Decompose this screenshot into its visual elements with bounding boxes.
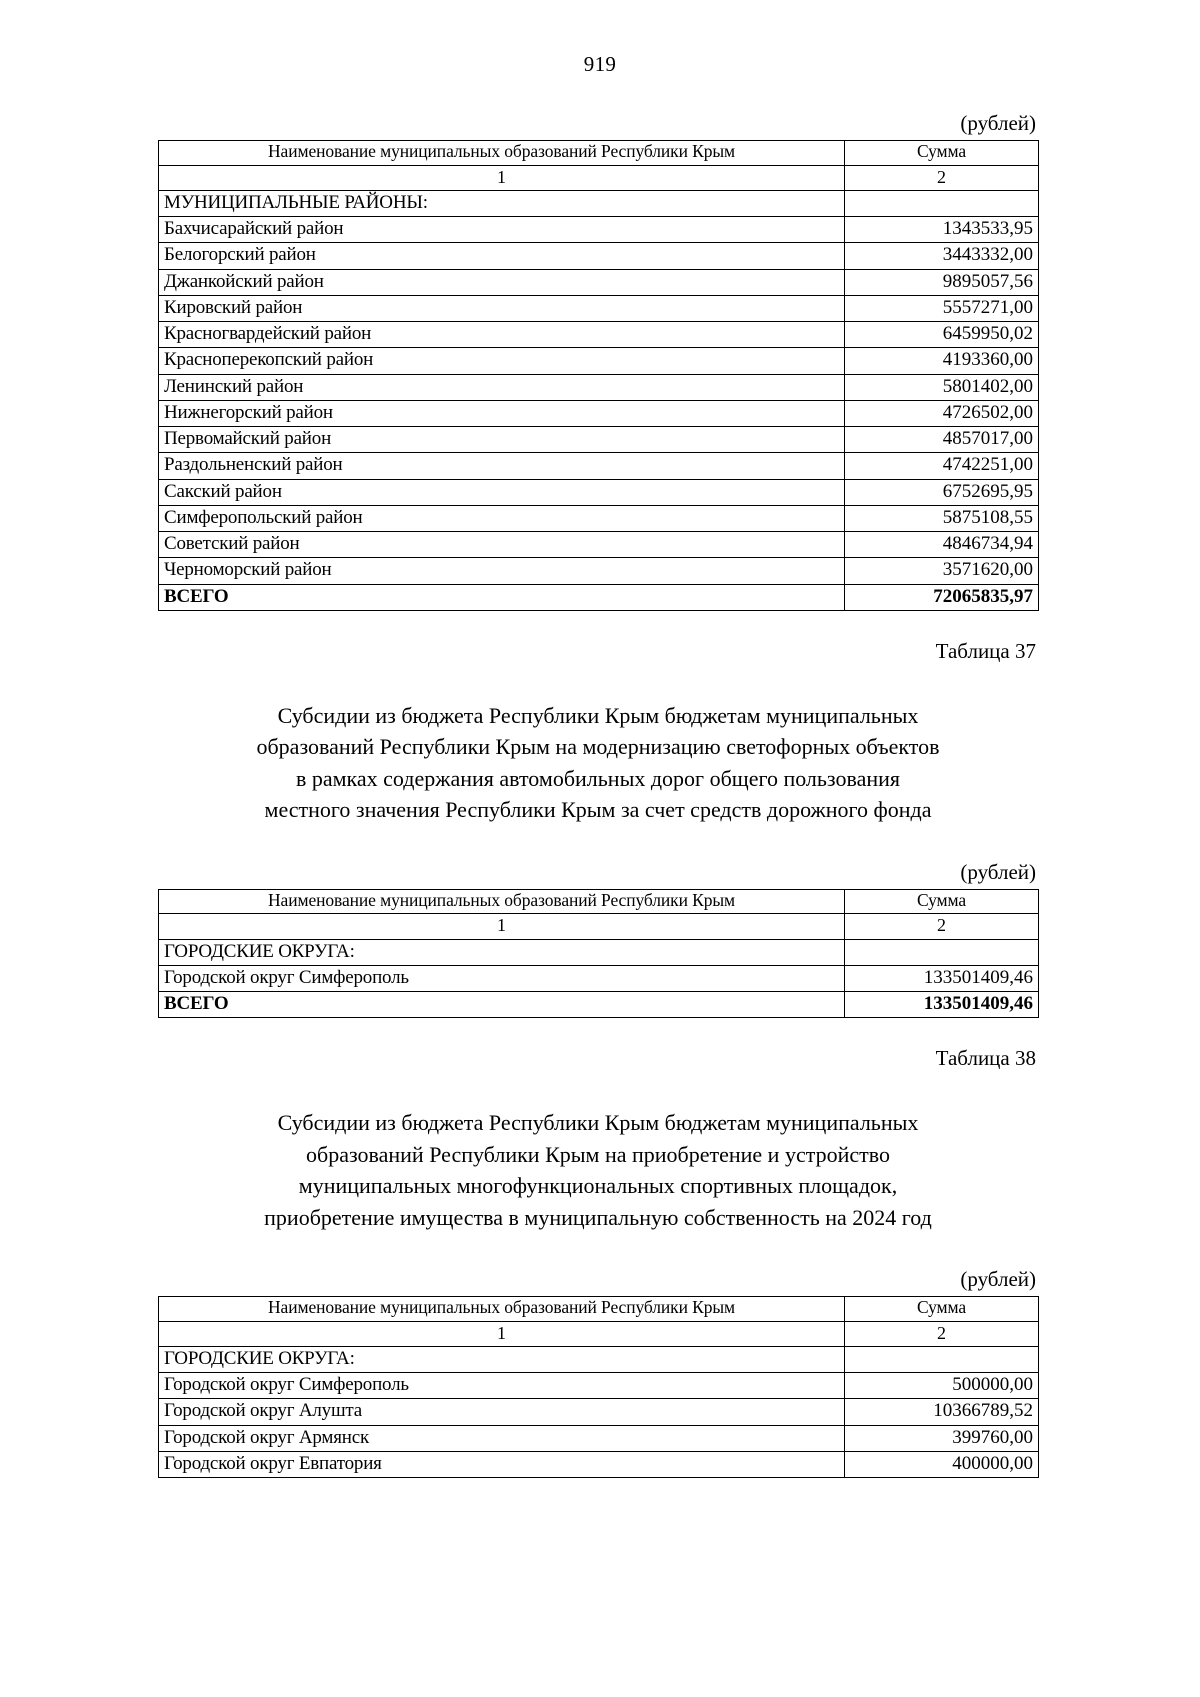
row-sum: [845, 1346, 1039, 1372]
colnum-sum: 2: [845, 1321, 1039, 1346]
row-sum: 6459950,02: [845, 322, 1039, 348]
section-2: [158, 639, 1038, 1018]
table-2: [158, 889, 1039, 1019]
title-line: местного значения Республики Крым за счет средств дорожного фонда: [264, 797, 932, 823]
title-line: приобретение имущества в муниципальную собственность на 2024 год: [264, 1204, 932, 1230]
row-sum: 1343533,95: [845, 217, 1039, 243]
row-sum: 500000,00: [845, 1373, 1039, 1399]
table-row: [159, 243, 1039, 269]
total-label: ВСЕГО: [159, 992, 845, 1018]
row-sum: 399760,00: [845, 1425, 1039, 1451]
row-sum: 400000,00: [845, 1451, 1039, 1477]
row-name: ГОРОДСКИЕ ОКРУГА:: [159, 939, 845, 965]
table-label-37: Таблица 37: [935, 639, 1036, 663]
row-sum: 3571620,00: [845, 558, 1039, 584]
row-name: Советский район: [159, 532, 845, 558]
row-name: Городской округ Симферополь: [159, 965, 845, 991]
row-name: Кировский район: [159, 295, 845, 321]
row-name: Красногвардейский район: [159, 322, 845, 348]
title-line: образований Республики Крым на модернизацию светофорных объектов: [256, 734, 940, 760]
row-name: Нижнегорский район: [159, 400, 845, 426]
table-total-row: [159, 992, 1039, 1018]
row-sum: 133501409,46: [845, 965, 1039, 991]
colnum-name: 1: [159, 914, 845, 939]
row-sum: 5801402,00: [845, 374, 1039, 400]
header-cell-sum: Сумма: [845, 1297, 1039, 1322]
title-line: Субсидии из бюджета Республики Крым бюджетам муниципальных: [277, 1110, 919, 1136]
colnum-sum: 2: [845, 914, 1039, 939]
row-sum: [845, 190, 1039, 216]
section-3: [158, 1046, 1038, 1478]
row-name: Черноморский район: [159, 558, 845, 584]
row-sum: 6752695,95: [845, 479, 1039, 505]
row-sum: 4742251,00: [845, 453, 1039, 479]
table-row: [159, 453, 1039, 479]
table-row: [159, 400, 1039, 426]
table-header-row: [159, 141, 1039, 166]
title-line: в рамках содержания автомобильных дорог общего пользования: [295, 765, 901, 791]
section-1: [158, 111, 1038, 611]
table-3-body: [159, 1297, 1039, 1478]
row-name: Раздольненский район: [159, 453, 845, 479]
page-number: 919: [583, 52, 617, 76]
colnum-name: 1: [159, 1321, 845, 1346]
row-name: Городской округ Евпатория: [159, 1451, 845, 1477]
table-title-37: [164, 700, 1032, 826]
total-sum: 72065835,97: [845, 584, 1039, 610]
table-1-body: [159, 141, 1039, 611]
table-3: [158, 1296, 1039, 1478]
table-row: [159, 1373, 1039, 1399]
row-name: ГОРОДСКИЕ ОКРУГА:: [159, 1346, 845, 1372]
title-line: Субсидии из бюджета Республики Крым бюджетам муниципальных: [277, 703, 919, 728]
row-name: Симферопольский район: [159, 505, 845, 531]
table-row: [159, 1425, 1039, 1451]
column-number-row: [159, 914, 1039, 939]
row-name: Джанкойский район: [159, 269, 845, 295]
units-label-2: (рублей): [960, 859, 1036, 884]
row-sum: 4193360,00: [845, 348, 1039, 374]
row-name: Первомайский район: [159, 427, 845, 453]
table-row: [159, 427, 1039, 453]
row-sum: 5557271,00: [845, 295, 1039, 321]
table-2-body: [159, 889, 1039, 1018]
header-cell-name: Наименование муниципальных образований Республики Крым: [159, 1297, 845, 1322]
table-row: [159, 269, 1039, 295]
table-row: [159, 1399, 1039, 1425]
header-cell-name: Наименование муниципальных образований Республики Крым: [159, 889, 845, 914]
table-row: [159, 322, 1039, 348]
total-label: ВСЕГО: [159, 584, 845, 610]
table-label-38: Таблица 38: [935, 1046, 1036, 1071]
table-row: [159, 558, 1039, 584]
table-row: [159, 374, 1039, 400]
table-row: [159, 348, 1039, 374]
colnum-name: 1: [159, 165, 845, 190]
table-row: [159, 217, 1039, 243]
table-1: [158, 140, 1039, 611]
units-label-3: (рублей): [960, 1267, 1036, 1292]
units-label-1: (рублей): [960, 111, 1036, 135]
row-name: Городской округ Симферополь: [159, 1373, 845, 1399]
title-line: образований Республики Крым на приобретение и устройство: [306, 1141, 890, 1167]
table-row: [159, 1451, 1039, 1477]
row-name: Белогорский район: [159, 243, 845, 269]
table-total-row: [159, 584, 1039, 610]
table-row: [159, 190, 1039, 216]
row-name: Городской округ Армянск: [159, 1425, 845, 1451]
row-name: Сакский район: [159, 479, 845, 505]
header-cell-name: Наименование муниципальных образований Республики Крым: [159, 141, 845, 166]
page-content: [158, 111, 1038, 1478]
table-row: [159, 939, 1039, 965]
row-sum: 4857017,00: [845, 427, 1039, 453]
table-row: [159, 965, 1039, 991]
table-header-row: [159, 889, 1039, 914]
table-row: [159, 295, 1039, 321]
table-row: [159, 479, 1039, 505]
row-sum: [845, 939, 1039, 965]
row-sum: 9895057,56: [845, 269, 1039, 295]
row-sum: 3443332,00: [845, 243, 1039, 269]
table-row: [159, 505, 1039, 531]
colnum-sum: 2: [845, 165, 1039, 190]
row-sum: 10366789,52: [845, 1399, 1039, 1425]
row-name: МУНИЦИПАЛЬНЫЕ РАЙОНЫ:: [159, 190, 845, 216]
column-number-row: [159, 165, 1039, 190]
row-name: Бахчисарайский район: [159, 217, 845, 243]
row-sum: 4846734,94: [845, 532, 1039, 558]
title-line: муниципальных многофункциональных спортивных площадок,: [298, 1173, 898, 1199]
table-row: [159, 532, 1039, 558]
row-sum: 4726502,00: [845, 400, 1039, 426]
column-number-row: [159, 1321, 1039, 1346]
row-name: Красноперекопский район: [159, 348, 845, 374]
total-sum: 133501409,46: [845, 992, 1039, 1018]
table-header-row: [159, 1297, 1039, 1322]
header-cell-sum: Сумма: [845, 889, 1039, 914]
row-sum: 5875108,55: [845, 505, 1039, 531]
table-row: [159, 1346, 1039, 1372]
header-cell-sum: Сумма: [845, 141, 1039, 166]
table-title-38: [164, 1107, 1032, 1233]
row-name: Городской округ Алушта: [159, 1399, 845, 1425]
row-name: Ленинский район: [159, 374, 845, 400]
